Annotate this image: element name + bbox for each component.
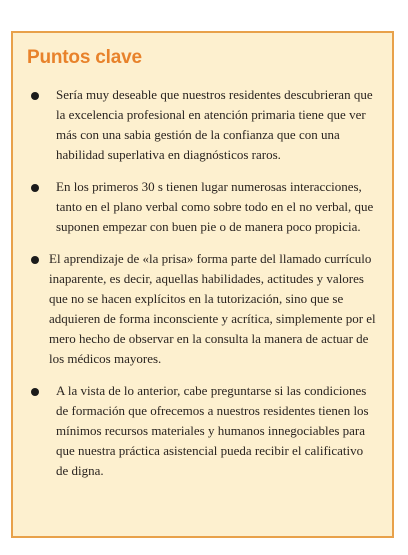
key-points-list	[13, 85, 392, 493]
key-points-box	[11, 31, 394, 538]
list-item	[13, 381, 392, 481]
list-item-text: En los primeros 30 s tienen lugar numerosas interacciones, tanto en el plano verbal como sobre todo en el no verbal, que suponen empezar con buen pie o de manera poco propicia.	[56, 179, 374, 234]
list-item-text: A la vista de lo anterior, cabe preguntarse si las condiciones de formación que ofrecemos a nuestros residentes tienen los mínimos recursos materiales y humanos innegociables para que nuestra práctica asistencial pueda recibir el calificativo de digna.	[56, 383, 369, 478]
list-item-text: Sería muy deseable que nuestros residentes descubrieran que la excelencia profesional en atención primaria tiene que ver más con una sabia gestión de la confianza que con una habilidad superlativa en diagnósticos raros.	[56, 87, 373, 162]
box-title: Puntos clave	[27, 47, 142, 68]
list-item	[13, 249, 392, 369]
list-item	[13, 85, 392, 165]
bullet-icon	[31, 92, 39, 100]
list-item-text: El aprendizaje de «la prisa» forma parte del llamado currículo inaparente, es decir, aquellas habilidades, actitudes y valores que no se hacen explícitos en la tutorización, sino que se adquieren de forma inconsciente y acrítica, simplemente por el mero hecho de observar en la consulta la manera de actuar de los médicos mayores.	[49, 251, 376, 366]
list-item	[13, 177, 392, 237]
bullet-icon	[31, 388, 39, 396]
bullet-icon	[31, 184, 39, 192]
bullet-icon	[31, 256, 39, 264]
